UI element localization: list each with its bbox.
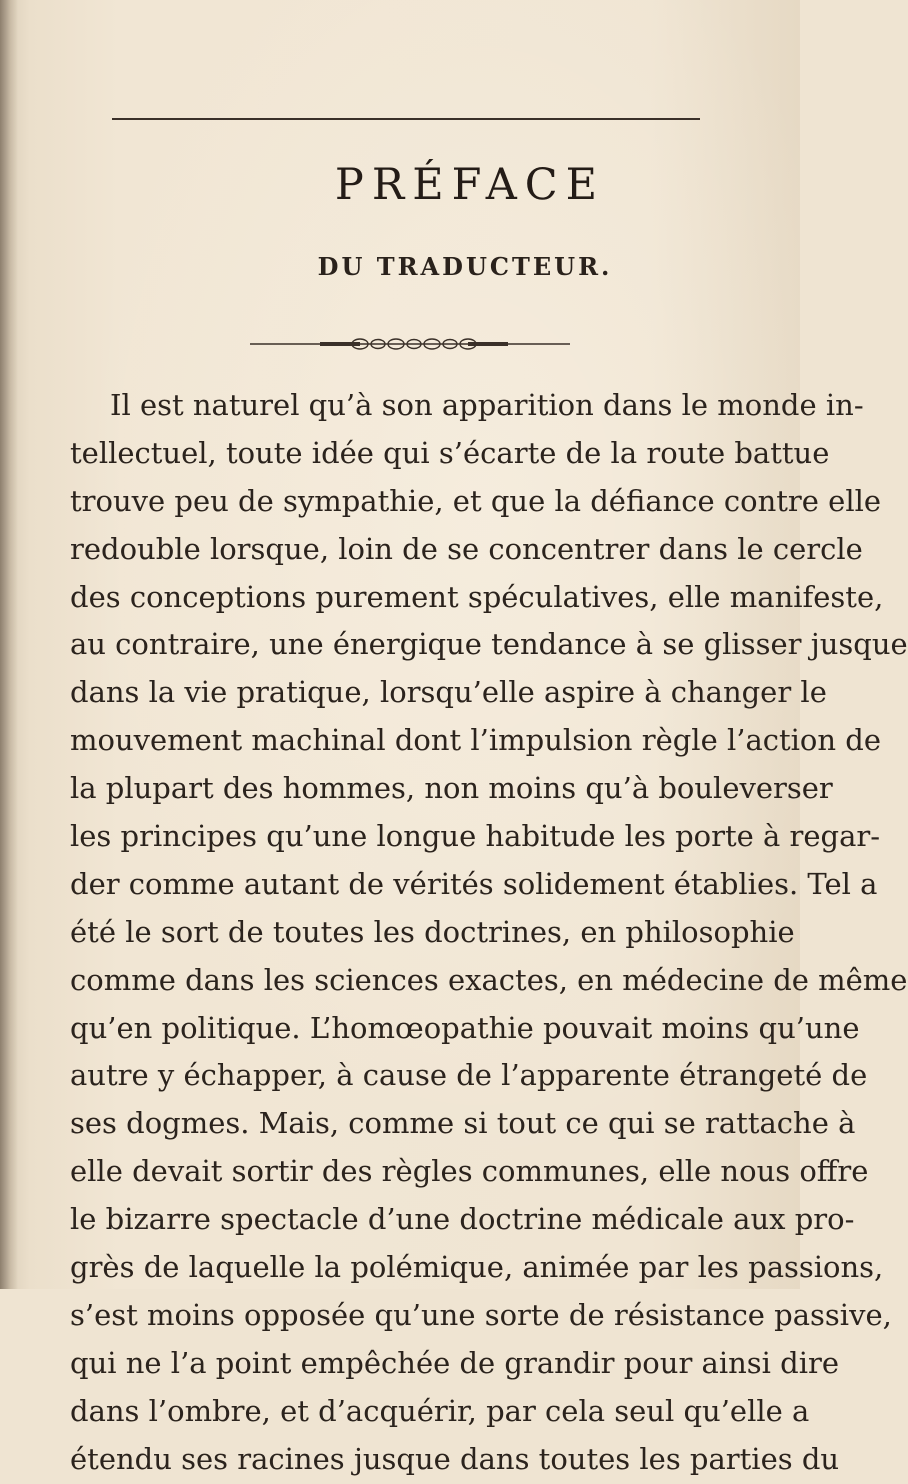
text-line: tellectuel, toute idée qui s’écarte de la route battue <box>70 435 830 470</box>
text-line: les principes qu’une longue habitude les porte à regar- <box>70 819 881 854</box>
text-line: comme dans les sciences exactes, en médecine de même <box>70 962 908 997</box>
text-line: été le sort de toutes les doctrines, en philosophie <box>70 914 795 949</box>
text-line: dans la vie pratique, lorsqu’elle aspire à changer le <box>70 675 827 710</box>
text-line: mouvement machinal dont l’impulsion règle l’action de <box>70 723 881 758</box>
text-line: au contraire, une énergique tendance à se glisser jusque <box>70 627 908 662</box>
text-line: qui ne l’a point empêchée de grandir pour ainsi dire <box>70 1345 840 1380</box>
text-line: der comme autant de vérités solidement établies. Tel a <box>70 866 878 901</box>
text-line: grès de laquelle la polémique, animée par les passions, <box>70 1250 884 1285</box>
text-line: la plupart des hommes, non moins qu’à bouleverser <box>70 771 833 806</box>
body-text <box>70 382 908 1483</box>
text-line: qu’en politique. L’homœopathie pouvait moins qu’une <box>70 1010 860 1045</box>
text-line: des conceptions purement spéculatives, elle manifeste, <box>70 579 884 614</box>
text-line: redouble lorsque, loin de se concentrer dans le cercle <box>70 531 863 566</box>
page-title: PRÉFACE <box>334 160 606 210</box>
text-line: ses dogmes. Mais, comme si tout ce qui se rattache à <box>70 1106 856 1141</box>
page-subtitle: DU TRADUCTEUR. <box>317 252 613 281</box>
ornament-divider <box>250 336 570 352</box>
text-line: s’est moins opposée qu’une sorte de résistance passive, <box>70 1297 892 1332</box>
top-rule <box>112 118 700 120</box>
text-line: trouve peu de sympathie, et que la défiance contre elle <box>70 483 882 518</box>
text-line: étendu ses racines jusque dans toutes les parties du <box>70 1441 840 1476</box>
text-line: dans l’ombre, et d’acquérir, par cela seul qu’elle a <box>70 1393 810 1428</box>
text-line: autre y échapper, à cause de l’apparente étrangeté de <box>70 1058 868 1093</box>
text-line: le bizarre spectacle d’une doctrine médicale aux pro- <box>70 1202 855 1237</box>
text-line: Il est naturel qu’à son apparition dans le monde in- <box>110 388 864 422</box>
text-line: elle devait sortir des règles communes, elle nous offre <box>70 1154 869 1189</box>
